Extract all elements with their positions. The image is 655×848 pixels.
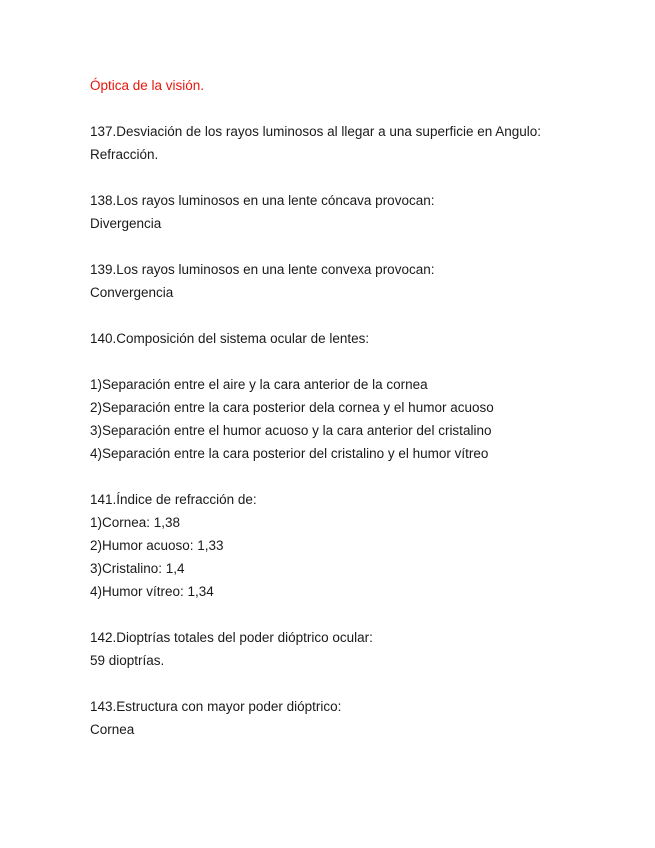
question-142 bbox=[90, 626, 630, 672]
answer-138-text: Divergencia bbox=[90, 216, 162, 231]
answer-143-text: Cornea bbox=[90, 722, 135, 737]
question-141 bbox=[90, 488, 630, 603]
answer-139-text: Convergencia bbox=[90, 285, 174, 300]
question-137-text: 137.Desviación de los rayos luminosos al llegar a una superficie en Angulo: bbox=[90, 124, 542, 139]
document-body bbox=[90, 74, 630, 741]
question-142-text: 142.Dioptrías totales del poder dióptrico ocular: bbox=[90, 630, 373, 645]
question-138-text: 138.Los rayos luminosos en una lente cóncava provocan: bbox=[90, 193, 435, 208]
list-item: 3)Cristalino: 1,4 bbox=[90, 561, 185, 576]
question-137 bbox=[90, 120, 630, 166]
question-143-text: 143.Estructura con mayor poder dióptrico: bbox=[90, 699, 342, 714]
question-139-text: 139.Los rayos luminosos en una lente convexa provocan: bbox=[90, 262, 435, 277]
question-139 bbox=[90, 258, 630, 304]
question-138 bbox=[90, 189, 630, 235]
question-141-text: 141.Índice de refracción de: bbox=[90, 492, 257, 507]
question-140-text: 140.Composición del sistema ocular de lentes: bbox=[90, 331, 370, 346]
document-title: Óptica de la visión. bbox=[90, 78, 205, 93]
list-item: 2)Humor acuoso: 1,33 bbox=[90, 538, 224, 553]
list-item: 2)Separación entre la cara posterior dela cornea y el humor acuoso bbox=[90, 400, 494, 415]
question-140 bbox=[90, 327, 630, 465]
answer-142-text: 59 dioptrías. bbox=[90, 653, 165, 668]
question-143 bbox=[90, 695, 630, 741]
list-item: 4)Separación entre la cara posterior del cristalino y el humor vítreo bbox=[90, 446, 489, 461]
list-item: 4)Humor vítreo: 1,34 bbox=[90, 584, 214, 599]
list-item: 1)Separación entre el aire y la cara anterior de la cornea bbox=[90, 377, 428, 392]
answer-137-text: Refracción. bbox=[90, 147, 159, 162]
list-item: 1)Cornea: 1,38 bbox=[90, 515, 181, 530]
list-item: 3)Separación entre el humor acuoso y la cara anterior del cristalino bbox=[90, 423, 492, 438]
